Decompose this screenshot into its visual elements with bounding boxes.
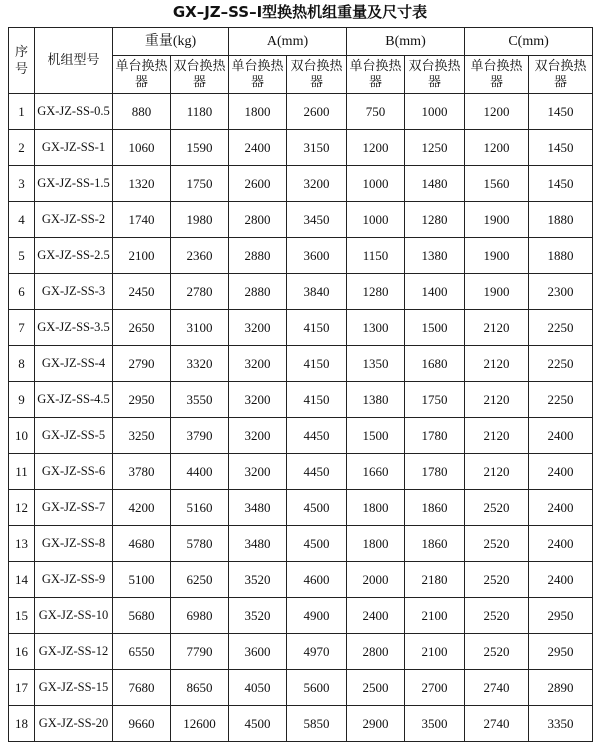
cell-c-single: 2120 xyxy=(465,310,529,346)
cell-b-double: 1000 xyxy=(405,94,465,130)
cell-weight-single: 5680 xyxy=(113,598,171,634)
cell-a-single: 3480 xyxy=(229,490,287,526)
cell-index: 17 xyxy=(9,670,35,706)
cell-b-double: 1480 xyxy=(405,166,465,202)
cell-c-double: 2400 xyxy=(529,418,593,454)
cell-c-double: 2890 xyxy=(529,670,593,706)
cell-weight-single: 1320 xyxy=(113,166,171,202)
cell-b-single: 2900 xyxy=(347,706,405,742)
cell-index: 9 xyxy=(9,382,35,418)
header-index: 序号 xyxy=(9,28,35,94)
table-row xyxy=(9,130,593,166)
cell-a-double: 4150 xyxy=(287,382,347,418)
cell-c-single: 1900 xyxy=(465,238,529,274)
table-row xyxy=(9,526,593,562)
cell-a-single: 2400 xyxy=(229,130,287,166)
cell-a-double: 4500 xyxy=(287,490,347,526)
cell-b-single: 1200 xyxy=(347,130,405,166)
cell-b-double: 1500 xyxy=(405,310,465,346)
cell-index: 2 xyxy=(9,130,35,166)
cell-index: 6 xyxy=(9,274,35,310)
cell-a-single: 1800 xyxy=(229,94,287,130)
table-row xyxy=(9,310,593,346)
cell-a-double: 4500 xyxy=(287,526,347,562)
subheader-single: 单台换热器 xyxy=(229,56,287,94)
cell-weight-double: 7790 xyxy=(171,634,229,670)
cell-c-single: 2120 xyxy=(465,418,529,454)
cell-c-double: 2300 xyxy=(529,274,593,310)
cell-model: GX-JZ-SS-6 xyxy=(35,454,113,490)
cell-weight-single: 2950 xyxy=(113,382,171,418)
cell-a-single: 4500 xyxy=(229,706,287,742)
table-row xyxy=(9,454,593,490)
cell-b-double: 1250 xyxy=(405,130,465,166)
cell-c-single: 2740 xyxy=(465,670,529,706)
cell-model: GX-JZ-SS-4 xyxy=(35,346,113,382)
cell-weight-double: 2360 xyxy=(171,238,229,274)
cell-index: 3 xyxy=(9,166,35,202)
cell-weight-double: 6250 xyxy=(171,562,229,598)
table-row xyxy=(9,670,593,706)
cell-a-double: 3840 xyxy=(287,274,347,310)
cell-model: GX-JZ-SS-0.5 xyxy=(35,94,113,130)
cell-c-single: 1200 xyxy=(465,94,529,130)
header-a: A(mm) xyxy=(229,28,347,56)
cell-model: GX-JZ-SS-2 xyxy=(35,202,113,238)
cell-b-double: 2100 xyxy=(405,634,465,670)
cell-a-double: 3150 xyxy=(287,130,347,166)
cell-weight-single: 880 xyxy=(113,94,171,130)
cell-a-double: 5600 xyxy=(287,670,347,706)
table-row xyxy=(9,274,593,310)
cell-weight-double: 8650 xyxy=(171,670,229,706)
cell-model: GX-JZ-SS-1 xyxy=(35,130,113,166)
cell-model: GX-JZ-SS-1.5 xyxy=(35,166,113,202)
cell-index: 13 xyxy=(9,526,35,562)
header-c: C(mm) xyxy=(465,28,593,56)
table-row xyxy=(9,706,593,742)
cell-b-double: 1750 xyxy=(405,382,465,418)
subheader-double: 双台换热器 xyxy=(529,56,593,94)
cell-weight-double: 12600 xyxy=(171,706,229,742)
cell-a-double: 3200 xyxy=(287,166,347,202)
cell-b-single: 1380 xyxy=(347,382,405,418)
table-row xyxy=(9,598,593,634)
cell-a-single: 3200 xyxy=(229,454,287,490)
cell-a-single: 2600 xyxy=(229,166,287,202)
cell-c-double: 2400 xyxy=(529,490,593,526)
cell-a-single: 2880 xyxy=(229,274,287,310)
cell-weight-single: 4200 xyxy=(113,490,171,526)
cell-b-double: 1860 xyxy=(405,490,465,526)
cell-model: GX-JZ-SS-10 xyxy=(35,598,113,634)
cell-c-single: 2120 xyxy=(465,346,529,382)
cell-c-double: 2250 xyxy=(529,310,593,346)
cell-model: GX-JZ-SS-4.5 xyxy=(35,382,113,418)
cell-weight-double: 4400 xyxy=(171,454,229,490)
table-title: GX–JZ–SS–Ⅰ型换热机组重量及尺寸表 xyxy=(172,3,428,21)
cell-a-single: 3200 xyxy=(229,346,287,382)
cell-b-single: 1350 xyxy=(347,346,405,382)
cell-index: 4 xyxy=(9,202,35,238)
cell-weight-double: 1180 xyxy=(171,94,229,130)
cell-weight-single: 3250 xyxy=(113,418,171,454)
cell-weight-single: 2790 xyxy=(113,346,171,382)
cell-weight-single: 4680 xyxy=(113,526,171,562)
cell-c-double: 1450 xyxy=(529,94,593,130)
cell-a-double: 5850 xyxy=(287,706,347,742)
cell-b-single: 2500 xyxy=(347,670,405,706)
cell-a-single: 3520 xyxy=(229,598,287,634)
cell-b-double: 2700 xyxy=(405,670,465,706)
cell-c-double: 3350 xyxy=(529,706,593,742)
cell-a-double: 4150 xyxy=(287,346,347,382)
cell-index: 7 xyxy=(9,310,35,346)
cell-a-single: 3200 xyxy=(229,418,287,454)
header-weight: 重量(kg) xyxy=(113,28,229,56)
cell-a-single: 2880 xyxy=(229,238,287,274)
cell-b-single: 750 xyxy=(347,94,405,130)
table-row xyxy=(9,490,593,526)
cell-c-single: 1560 xyxy=(465,166,529,202)
cell-b-double: 1860 xyxy=(405,526,465,562)
subheader-single: 单台换热器 xyxy=(347,56,405,94)
cell-c-single: 2120 xyxy=(465,382,529,418)
cell-weight-double: 5780 xyxy=(171,526,229,562)
cell-weight-single: 1060 xyxy=(113,130,171,166)
cell-a-single: 3200 xyxy=(229,310,287,346)
header-model: 机组型号 xyxy=(35,28,113,94)
table-row xyxy=(9,94,593,130)
cell-c-single: 2520 xyxy=(465,526,529,562)
cell-b-double: 1280 xyxy=(405,202,465,238)
table-row xyxy=(9,418,593,454)
cell-a-double: 4450 xyxy=(287,454,347,490)
cell-b-single: 1150 xyxy=(347,238,405,274)
cell-model: GX-JZ-SS-20 xyxy=(35,706,113,742)
cell-a-single: 3520 xyxy=(229,562,287,598)
cell-c-single: 1900 xyxy=(465,274,529,310)
cell-a-double: 2600 xyxy=(287,94,347,130)
table-row xyxy=(9,562,593,598)
cell-index: 1 xyxy=(9,94,35,130)
cell-model: GX-JZ-SS-5 xyxy=(35,418,113,454)
cell-c-double: 2250 xyxy=(529,346,593,382)
cell-b-double: 1400 xyxy=(405,274,465,310)
cell-index: 11 xyxy=(9,454,35,490)
cell-c-single: 2520 xyxy=(465,598,529,634)
cell-c-double: 1880 xyxy=(529,238,593,274)
cell-index: 15 xyxy=(9,598,35,634)
cell-a-double: 3600 xyxy=(287,238,347,274)
cell-weight-double: 1980 xyxy=(171,202,229,238)
cell-b-double: 1780 xyxy=(405,454,465,490)
cell-b-double: 2100 xyxy=(405,598,465,634)
cell-c-double: 1450 xyxy=(529,130,593,166)
cell-model: GX-JZ-SS-3.5 xyxy=(35,310,113,346)
cell-index: 10 xyxy=(9,418,35,454)
cell-b-single: 1500 xyxy=(347,418,405,454)
cell-a-single: 4050 xyxy=(229,670,287,706)
cell-c-double: 1450 xyxy=(529,166,593,202)
cell-index: 12 xyxy=(9,490,35,526)
table-row xyxy=(9,166,593,202)
cell-b-double: 1780 xyxy=(405,418,465,454)
cell-a-single: 2800 xyxy=(229,202,287,238)
cell-model: GX-JZ-SS-2.5 xyxy=(35,238,113,274)
cell-b-double: 1380 xyxy=(405,238,465,274)
subheader-double: 双台换热器 xyxy=(171,56,229,94)
cell-weight-single: 3780 xyxy=(113,454,171,490)
cell-c-double: 2400 xyxy=(529,526,593,562)
table-row xyxy=(9,346,593,382)
cell-weight-double: 5160 xyxy=(171,490,229,526)
cell-c-single: 2520 xyxy=(465,562,529,598)
cell-weight-double: 3320 xyxy=(171,346,229,382)
table-row xyxy=(9,238,593,274)
table-row xyxy=(9,202,593,238)
cell-b-single: 1280 xyxy=(347,274,405,310)
cell-weight-double: 1590 xyxy=(171,130,229,166)
cell-b-single: 2800 xyxy=(347,634,405,670)
cell-weight-single: 5100 xyxy=(113,562,171,598)
cell-a-single: 3200 xyxy=(229,382,287,418)
header-b: B(mm) xyxy=(347,28,465,56)
cell-model: GX-JZ-SS-8 xyxy=(35,526,113,562)
cell-c-double: 2950 xyxy=(529,598,593,634)
cell-b-double: 3500 xyxy=(405,706,465,742)
cell-weight-double: 2780 xyxy=(171,274,229,310)
cell-a-double: 4450 xyxy=(287,418,347,454)
subheader-single: 单台换热器 xyxy=(113,56,171,94)
cell-weight-single: 6550 xyxy=(113,634,171,670)
cell-model: GX-JZ-SS-7 xyxy=(35,490,113,526)
cell-index: 16 xyxy=(9,634,35,670)
cell-weight-double: 1750 xyxy=(171,166,229,202)
cell-b-single: 1300 xyxy=(347,310,405,346)
cell-a-single: 3480 xyxy=(229,526,287,562)
subheader-single: 单台换热器 xyxy=(465,56,529,94)
cell-c-single: 1200 xyxy=(465,130,529,166)
cell-weight-single: 2650 xyxy=(113,310,171,346)
cell-b-single: 1660 xyxy=(347,454,405,490)
cell-b-single: 2000 xyxy=(347,562,405,598)
cell-index: 8 xyxy=(9,346,35,382)
cell-weight-single: 9660 xyxy=(113,706,171,742)
cell-weight-single: 2100 xyxy=(113,238,171,274)
subheader-double: 双台换热器 xyxy=(287,56,347,94)
cell-weight-double: 6980 xyxy=(171,598,229,634)
cell-c-single: 2520 xyxy=(465,490,529,526)
cell-a-double: 3450 xyxy=(287,202,347,238)
cell-c-single: 1900 xyxy=(465,202,529,238)
cell-a-double: 4970 xyxy=(287,634,347,670)
cell-a-double: 4900 xyxy=(287,598,347,634)
cell-c-single: 2520 xyxy=(465,634,529,670)
cell-b-single: 2400 xyxy=(347,598,405,634)
cell-b-single: 1000 xyxy=(347,166,405,202)
cell-b-double: 1680 xyxy=(405,346,465,382)
cell-model: GX-JZ-SS-12 xyxy=(35,634,113,670)
table-row xyxy=(9,634,593,670)
cell-b-single: 1800 xyxy=(347,490,405,526)
cell-weight-single: 7680 xyxy=(113,670,171,706)
cell-index: 18 xyxy=(9,706,35,742)
cell-index: 14 xyxy=(9,562,35,598)
cell-weight-single: 2450 xyxy=(113,274,171,310)
cell-c-single: 2740 xyxy=(465,706,529,742)
specs-table xyxy=(8,27,593,742)
cell-c-double: 2950 xyxy=(529,634,593,670)
cell-model: GX-JZ-SS-3 xyxy=(35,274,113,310)
cell-c-double: 1880 xyxy=(529,202,593,238)
cell-b-single: 1800 xyxy=(347,526,405,562)
cell-a-single: 3600 xyxy=(229,634,287,670)
cell-b-double: 2180 xyxy=(405,562,465,598)
cell-c-double: 2400 xyxy=(529,454,593,490)
cell-a-double: 4600 xyxy=(287,562,347,598)
cell-model: GX-JZ-SS-9 xyxy=(35,562,113,598)
cell-c-double: 2250 xyxy=(529,382,593,418)
subheader-double: 双台换热器 xyxy=(405,56,465,94)
cell-weight-double: 3790 xyxy=(171,418,229,454)
cell-c-single: 2120 xyxy=(465,454,529,490)
cell-weight-double: 3100 xyxy=(171,310,229,346)
table-row xyxy=(9,382,593,418)
cell-weight-single: 1740 xyxy=(113,202,171,238)
cell-a-double: 4150 xyxy=(287,310,347,346)
cell-index: 5 xyxy=(9,238,35,274)
cell-model: GX-JZ-SS-15 xyxy=(35,670,113,706)
cell-b-single: 1000 xyxy=(347,202,405,238)
cell-weight-double: 3550 xyxy=(171,382,229,418)
cell-c-double: 2400 xyxy=(529,562,593,598)
